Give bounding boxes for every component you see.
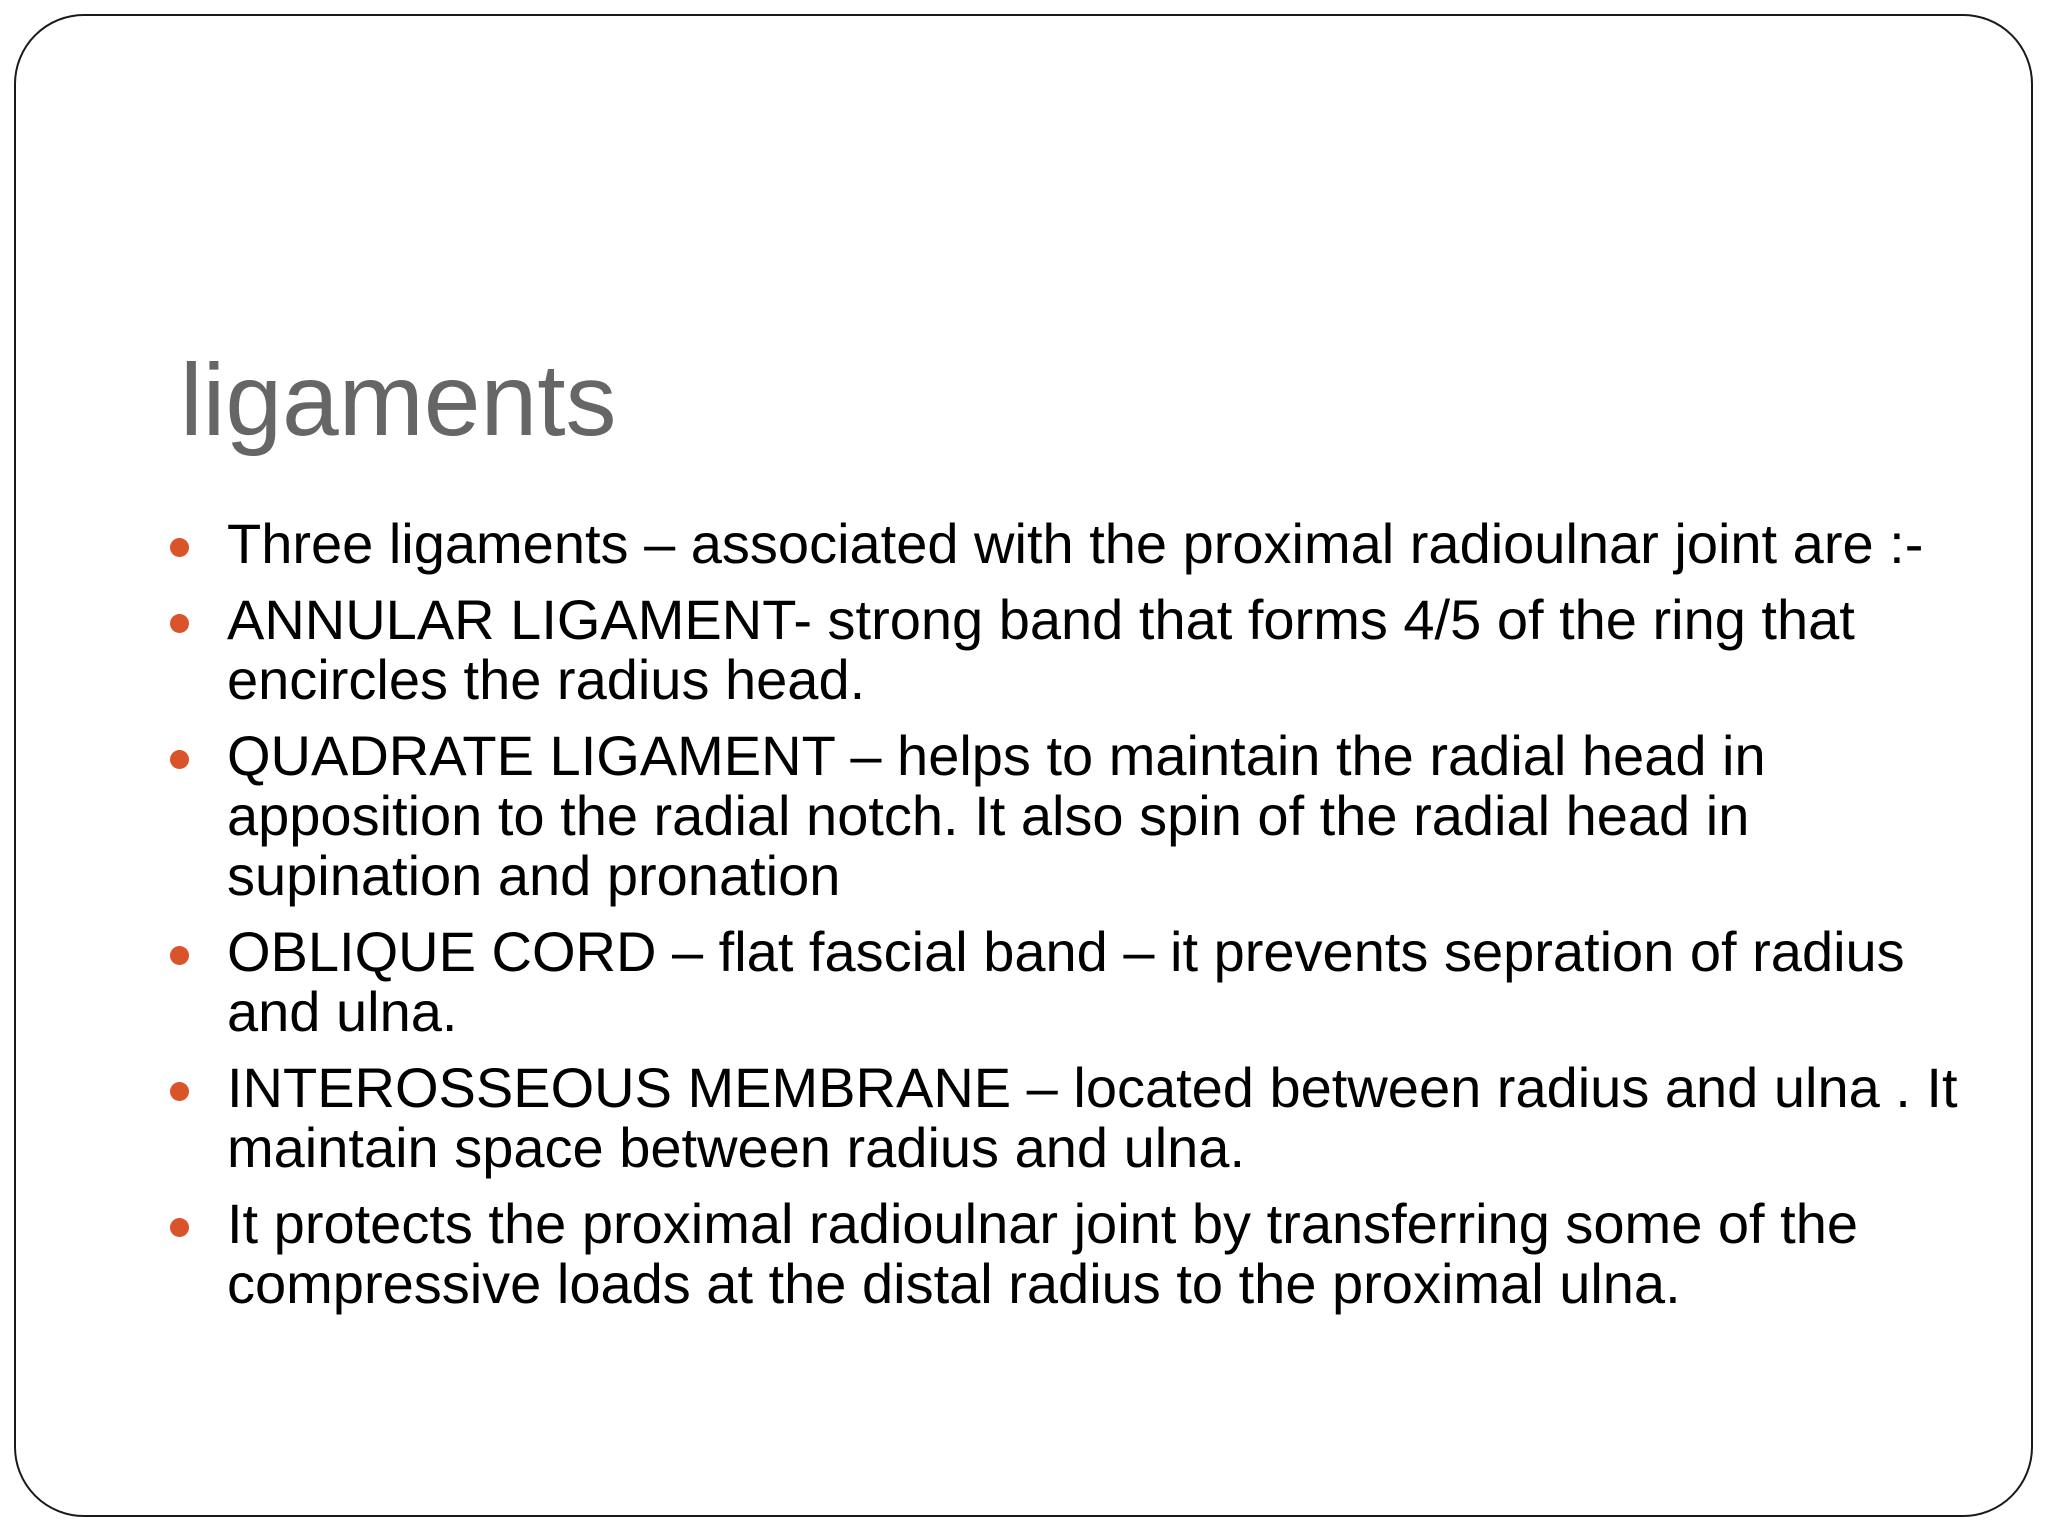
bullet-dot-icon — [170, 1218, 189, 1237]
bullet-dot-icon — [170, 538, 189, 557]
bullet-dot-icon — [170, 946, 189, 965]
bullet-list — [166, 514, 1966, 1330]
list-item — [166, 590, 1966, 710]
bullet-text: It protects the proximal radioulnar joint by transferring some of the compressive loads at the distal radius to the proximal ulna. — [227, 1192, 1858, 1315]
bullet-text: INTEROSSEOUS MEMBRANE – located between radius and ulna . It maintain space between radius and ulna. — [227, 1056, 1958, 1179]
list-item — [166, 726, 1966, 906]
bullet-dot-icon — [170, 614, 189, 633]
bullet-dot-icon — [170, 1082, 189, 1101]
list-item — [166, 922, 1966, 1042]
slide-title: ligaments — [180, 343, 617, 457]
bullet-text: QUADRATE LIGAMENT – helps to maintain the radial head in apposition to the radial notch. It also spin of the radial head in supination and pronation — [227, 724, 1766, 907]
bullet-text: Three ligaments – associated with the proximal radioulnar joint are :- — [227, 512, 1924, 575]
bullet-text: OBLIQUE CORD – flat fascial band – it prevents sepration of radius and ulna. — [227, 920, 1905, 1043]
bullet-dot-icon — [170, 750, 189, 769]
list-item — [166, 514, 1966, 574]
bullet-text: ANNULAR LIGAMENT- strong band that forms 4/5 of the ring that encircles the radius head. — [227, 588, 1855, 711]
list-item — [166, 1194, 1966, 1314]
list-item — [166, 1058, 1966, 1178]
slide-frame — [14, 14, 2033, 1517]
